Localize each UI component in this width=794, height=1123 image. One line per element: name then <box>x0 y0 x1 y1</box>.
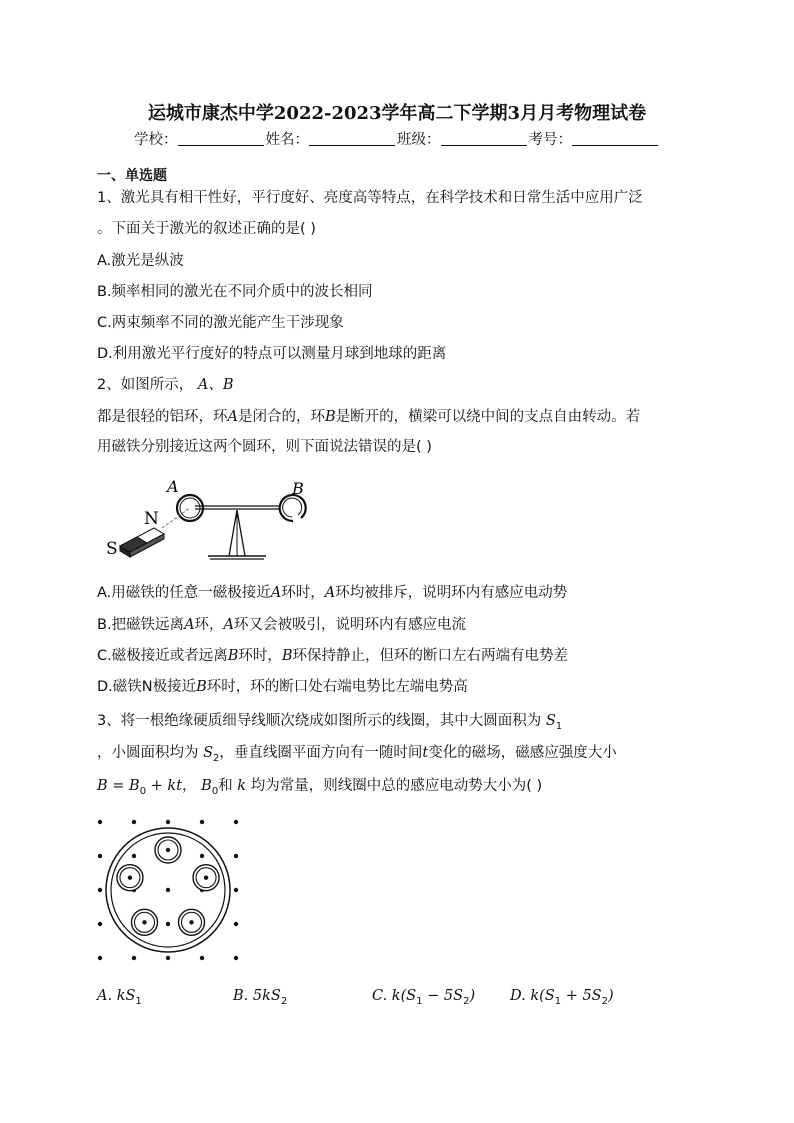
q3-b-text: B. 5kS <box>233 988 281 1004</box>
field-dot <box>166 956 170 960</box>
q3-stem-line2 <box>97 744 617 768</box>
name-blank[interactable] <box>309 131 395 146</box>
field-dot <box>166 922 170 926</box>
q1-stem-line2: 。下面关于激光的叙述正确的是( ) <box>97 221 316 237</box>
label-s: S <box>106 539 118 559</box>
q1-option-b[interactable]: B.频率相同的激光在不同介质中的波长相同 <box>97 284 373 300</box>
q3-var-s: S <box>545 713 556 729</box>
q3-var-b0: B <box>201 778 212 794</box>
q1-option-a[interactable]: A.激光是纵波 <box>97 253 184 269</box>
q2-d-text: D.磁铁N极接近 <box>97 679 197 695</box>
field-dot <box>132 820 136 824</box>
field-dot <box>204 875 208 879</box>
q2-d-text: 环时，环的断口处右端电势比左端电势高 <box>206 679 468 695</box>
q2-text: 是断开的，横梁可以绕中间的支点自由转动。若 <box>335 409 641 425</box>
q1-option-c[interactable]: C.两束频率不同的激光能产生干涉现象 <box>97 315 344 331</box>
q2-c-text: 环时， <box>238 648 282 664</box>
field-dot <box>166 848 170 852</box>
q3-text: 均为常量，则线圈中总的感应电动势大小为( ) <box>250 778 543 794</box>
field-dot <box>166 820 170 824</box>
q3-d-text: D. k(S <box>510 988 555 1004</box>
q3-a-text: A. kS <box>97 988 136 1004</box>
field-dot <box>200 854 204 858</box>
q2-a-text: A.用磁铁的任意一磁极接近 <box>97 585 271 601</box>
field-dot <box>98 820 102 824</box>
q3-stem-line3 <box>97 777 542 801</box>
q3-sub: 0 <box>211 785 219 797</box>
q3-sub: 2 <box>280 995 288 1007</box>
q3-text: 和 <box>218 778 233 794</box>
q2-var-a: A <box>223 617 235 633</box>
q3-c-text: ) <box>469 988 476 1004</box>
q2-stem-line3: 用磁铁分别接近这两个圆环，则下面说法错误的是( ) <box>97 439 432 455</box>
q3-stem-line1 <box>97 712 562 736</box>
q3-sub: 2 <box>463 995 470 1007</box>
field-dot <box>98 922 102 926</box>
q2-var-b: B <box>227 648 239 664</box>
q3-var-k: k <box>237 778 247 794</box>
q2-stem-line1 <box>97 376 233 394</box>
q2-var-b: B <box>324 409 336 425</box>
q3-d-text: ) <box>608 988 614 1004</box>
q2-b-text: 环， <box>194 617 224 633</box>
small-coils <box>117 837 219 935</box>
q3-sub: 1 <box>416 995 423 1007</box>
field-dot <box>189 920 193 924</box>
exam-no-blank[interactable] <box>572 131 658 146</box>
q3-text: ，垂直线圈平面方向有一随时间 <box>219 745 423 761</box>
q2-var-ab: A、B <box>197 377 234 393</box>
q2-text: 都是很轻的铝环，环 <box>97 409 228 425</box>
q2-figure-balance <box>100 470 310 570</box>
q2-c-text: 环保持静止，但环的断口左右两端有电势差 <box>292 648 569 664</box>
field-dot <box>166 888 170 892</box>
q3-sub: 0 <box>139 785 147 797</box>
q3-option-b[interactable] <box>233 988 287 1007</box>
q1-option-d[interactable]: D.利用激光平行度好的特点可以测量月球到地球的距离 <box>97 346 447 362</box>
exam-no-label: 考号： <box>528 132 572 148</box>
class-blank[interactable] <box>441 131 527 146</box>
stand-right <box>237 510 245 556</box>
q3-option-a[interactable] <box>97 988 142 1007</box>
field-dot <box>98 854 102 858</box>
q2-stem-text: 2、如图所示， <box>97 377 194 393</box>
q3-option-d[interactable] <box>510 988 614 1007</box>
q2-var-b: B <box>281 648 293 664</box>
q3-sub: 1 <box>135 995 142 1007</box>
q2-stem-line2 <box>97 408 640 426</box>
field-dot <box>234 922 238 926</box>
section-heading: 一、单选题 <box>97 168 167 184</box>
label-b: B <box>292 479 304 498</box>
field-dot <box>200 956 204 960</box>
q3-sub: 1 <box>555 720 563 732</box>
field-dot <box>200 820 204 824</box>
q2-c-text: C.磁极接近或者远离 <box>97 648 228 664</box>
q3-formula: + kt <box>146 778 183 794</box>
magnet-axis-dashed <box>162 508 190 528</box>
q3-sub: 1 <box>554 995 562 1007</box>
q3-figure-coil <box>90 812 250 977</box>
q2-a-text: 环时， <box>281 585 325 601</box>
q2-var-a: A <box>184 617 195 633</box>
q3-text: ，小圆面积均为 <box>97 745 199 761</box>
ring-b-inner <box>283 498 302 517</box>
field-dot <box>234 888 238 892</box>
label-a: A <box>167 477 179 496</box>
q3-var-t: t <box>422 745 429 761</box>
school-label: 学校： <box>134 132 178 148</box>
q3-option-c[interactable] <box>372 988 475 1007</box>
q2-b-text: B.把磁铁远离 <box>97 617 185 633</box>
stand-left <box>229 510 237 556</box>
field-dot <box>132 956 136 960</box>
school-blank[interactable] <box>178 131 264 146</box>
q3-text: 变化的磁场，磁感应强度大小 <box>428 745 617 761</box>
page-title: 运城市康杰中学2022-2023学年高二下学期3月月考物理试卷 <box>147 103 647 124</box>
field-dot <box>234 854 238 858</box>
q3-text: 3、将一根绝缘硬质细导线顺次绕成如图所示的线圈，其中大圆面积为 <box>97 713 542 729</box>
q2-option-b[interactable] <box>97 616 466 634</box>
field-dot <box>132 854 136 858</box>
q3-sub: 2 <box>601 995 608 1007</box>
q3-sub: 2 <box>213 752 220 764</box>
q1-stem-line1: 1、激光具有相干性好，平行度好、亮度高等特点，在科学技术和日常生活中应用广泛 <box>97 190 643 206</box>
field-dot <box>234 820 238 824</box>
field-dot <box>128 875 132 879</box>
label-n: N <box>144 509 159 529</box>
q3-var-s: S <box>203 745 214 761</box>
q2-var-a: A <box>324 585 336 601</box>
q2-option-d[interactable] <box>97 678 468 696</box>
q2-var-a: A <box>227 409 238 425</box>
q3-c-text: C. k(S <box>372 988 417 1004</box>
q3-c-text: − 5S <box>422 988 464 1004</box>
q2-text: 是闭合的，环 <box>237 409 325 425</box>
q3-formula: B = B <box>97 778 140 794</box>
q2-option-a[interactable] <box>97 584 567 602</box>
field-dot <box>98 956 102 960</box>
student-info-line <box>0 128 794 149</box>
q3-d-text: + 5S <box>561 988 602 1004</box>
class-label: 班级： <box>397 132 441 148</box>
field-dot <box>98 888 102 892</box>
q3-text: ， <box>182 778 197 794</box>
field-dot <box>142 920 146 924</box>
q2-var-b: B <box>196 679 207 695</box>
q2-var-a: A <box>270 585 282 601</box>
field-dot <box>234 956 238 960</box>
q2-a-text: 环均被排斥，说明环内有感应电动势 <box>335 585 568 601</box>
q2-option-c[interactable] <box>97 647 568 665</box>
q2-b-text: 环又会被吸引，说明环内有感应电流 <box>234 617 467 633</box>
name-label: 姓名： <box>265 132 309 148</box>
